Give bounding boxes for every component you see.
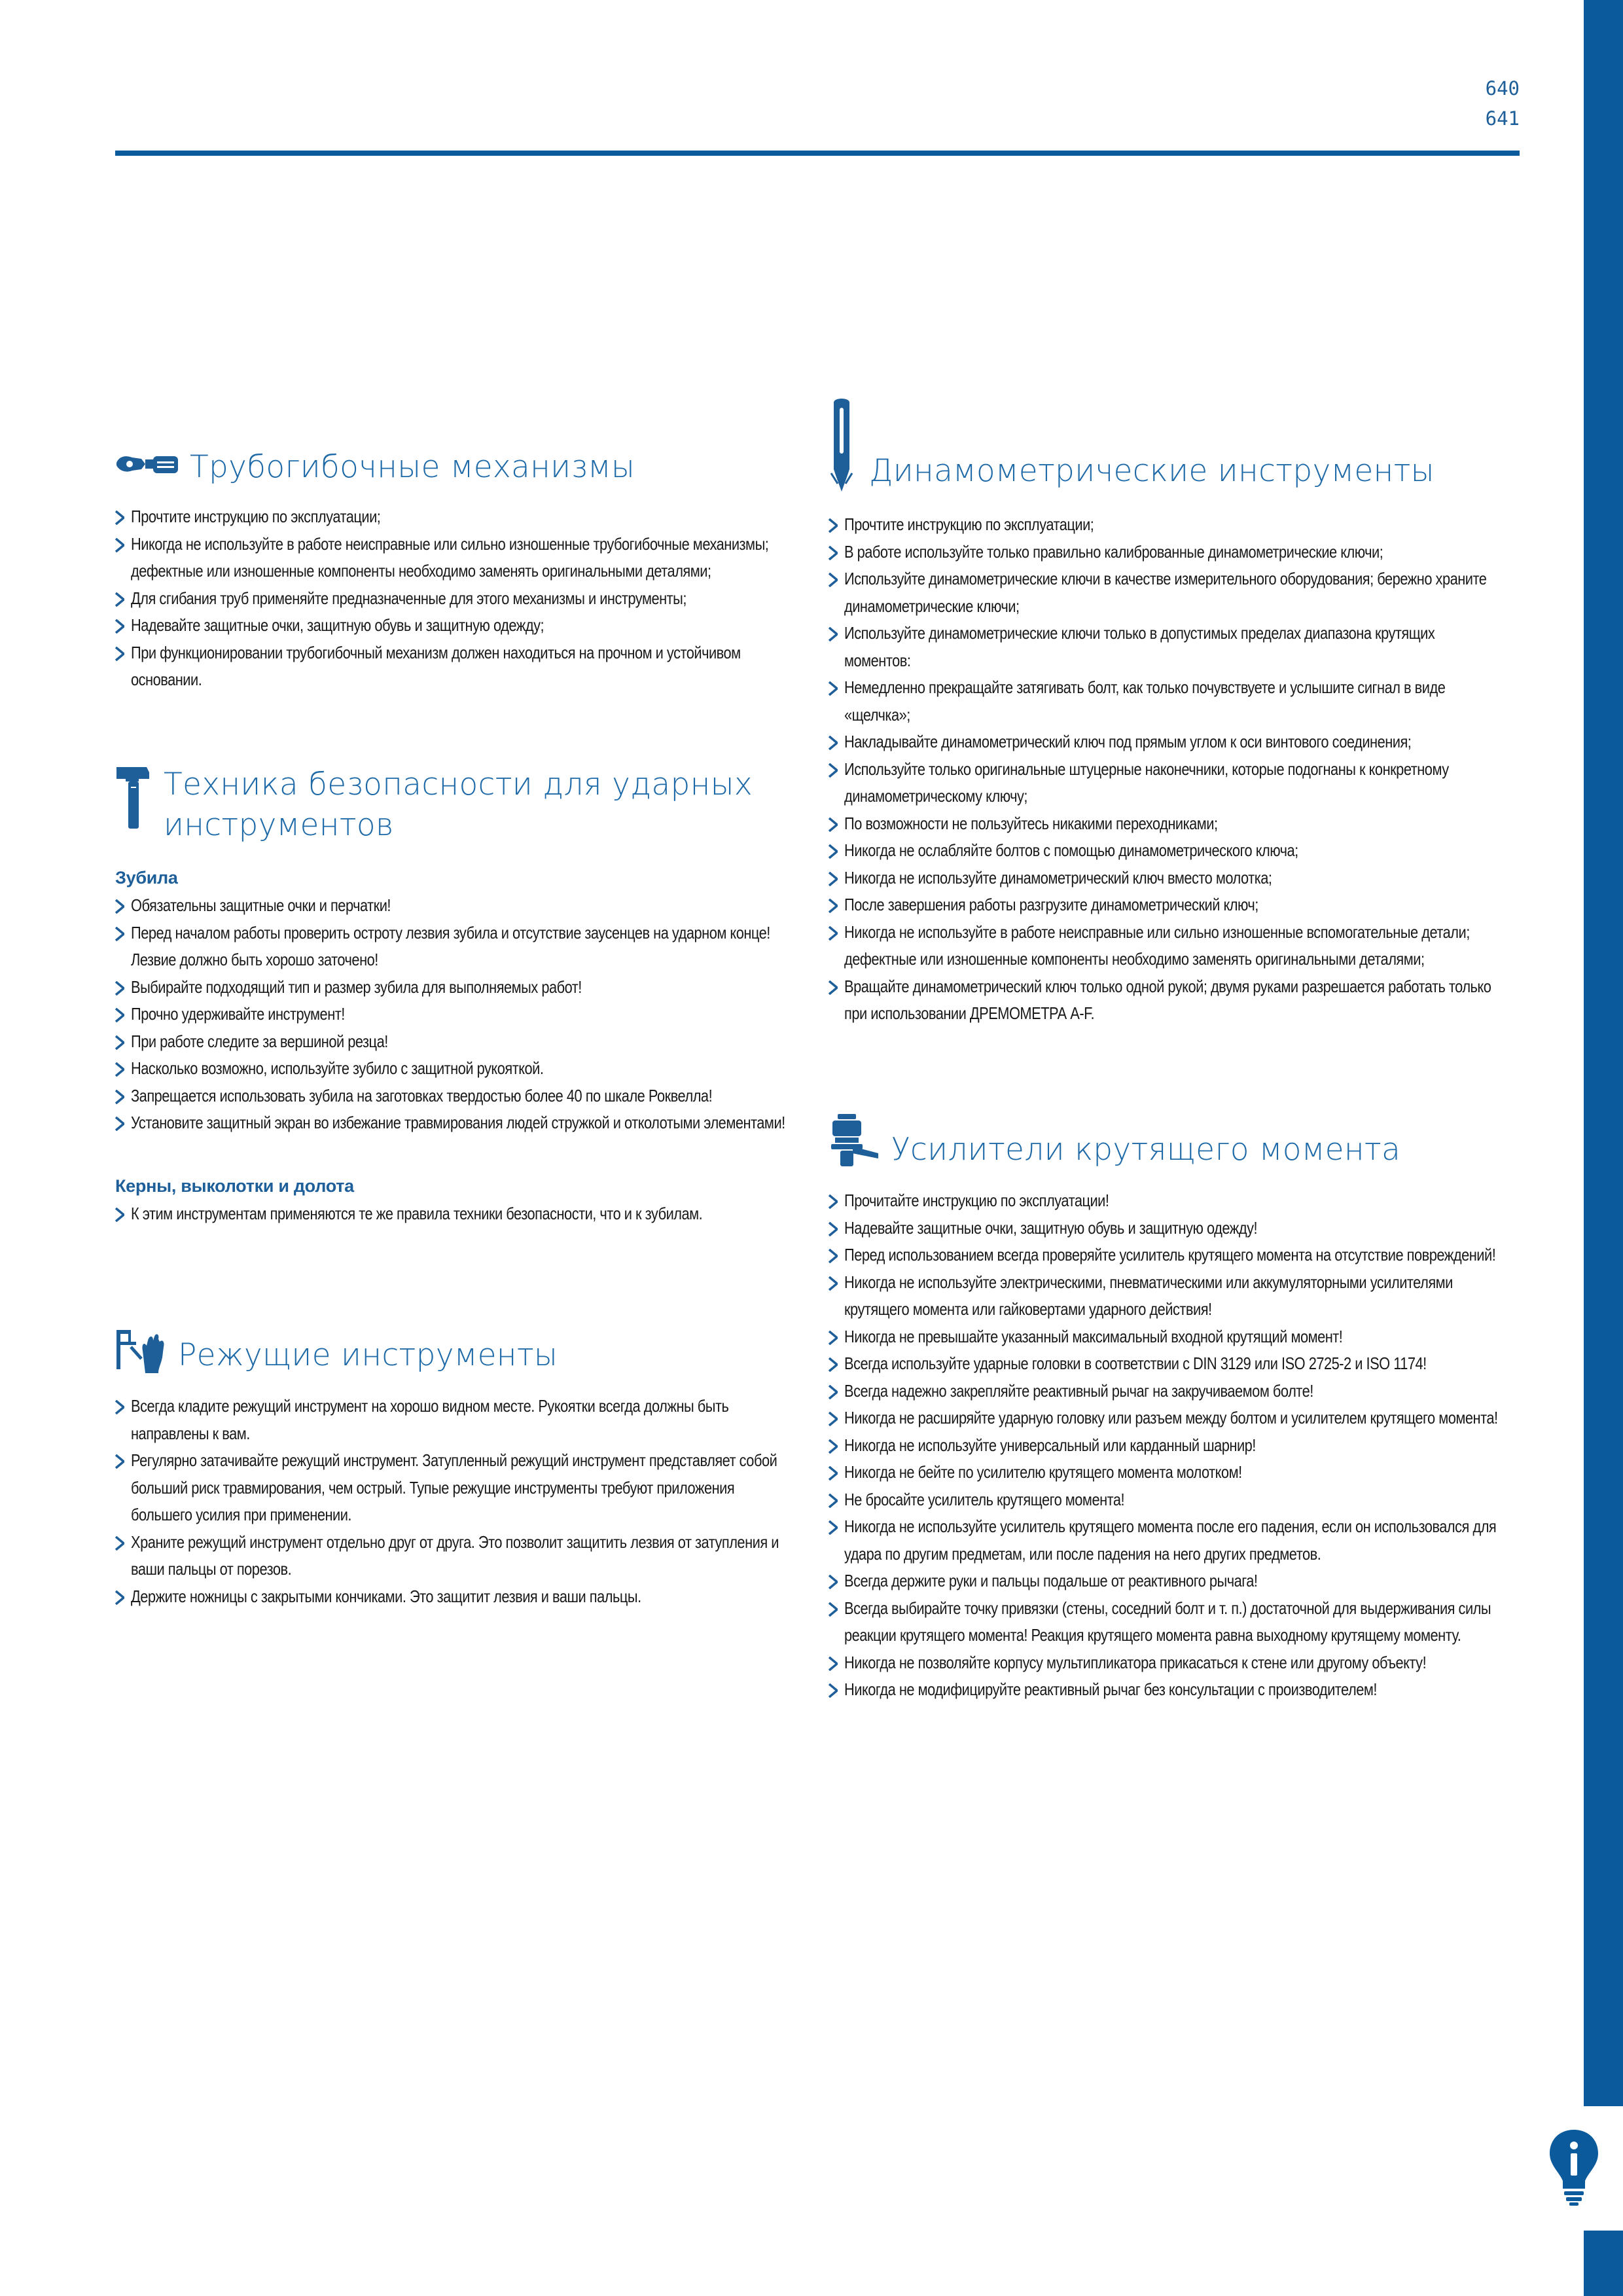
chevron-right-icon <box>115 538 124 552</box>
chevron-right-icon <box>115 592 124 607</box>
list-item: Никогда не используйте в работе неисправные или сильно изношенные трубогибочные механизмы; дефектные или изношенные компоненты необходимо заменять оригинальными деталями; <box>115 531 789 585</box>
list-item: К этим инструментам применяются те же правила техники безопасности, что и к зубилам. <box>115 1200 789 1228</box>
section-title: Трубогибочные механизмы <box>190 449 635 485</box>
list-item: Никогда не ослабляйте болтов с помощью динамометрического ключа; <box>829 837 1503 865</box>
bullet-list <box>829 1187 1503 1704</box>
list-item: При функционировании трубогибочный механизм должен находиться на прочном и устойчивом основании. <box>115 639 789 694</box>
chevron-right-icon <box>115 647 124 661</box>
chevron-right-icon <box>829 573 838 587</box>
chevron-right-icon <box>829 627 838 641</box>
chevron-right-icon <box>829 899 838 913</box>
list-item: Никогда не используйте универсальный или карданный шарнир! <box>829 1432 1503 1460</box>
list-item: Регулярно затачивайте режущий инструмент. Затупленный режущий инструмент представляет собой больший риск травмирования, чем острый. Тупые режущие инструменты требуют приложения большего усилия при применении. <box>115 1447 789 1529</box>
torque-multiplier-icon <box>829 1113 881 1168</box>
page-number-right: 641 <box>1485 107 1520 130</box>
chevron-right-icon <box>829 1331 838 1345</box>
chevron-right-icon <box>115 511 124 525</box>
chevron-right-icon <box>829 1466 838 1480</box>
list-item: Никогда не используйте динамометрический ключ вместо молотка; <box>829 865 1503 892</box>
left-column <box>115 0 789 2296</box>
chevron-right-icon <box>829 817 838 832</box>
list-item: Перед началом работы проверить остроту лезвия зубила и отсутствие заусенцев на ударном конце! Лезвие должно быть хорошо заточено! <box>115 920 789 974</box>
section-header <box>115 1327 789 1376</box>
list-item: После завершения работы разгрузите динамометрический ключ; <box>829 891 1503 919</box>
list-item: Надевайте защитные очки, защитную обувь и защитную одежду; <box>115 612 789 639</box>
chevron-right-icon <box>115 1590 124 1605</box>
section-pipe-benders <box>115 447 789 694</box>
hammer-icon <box>115 764 151 830</box>
chevron-right-icon <box>829 736 838 750</box>
section-header <box>115 447 789 488</box>
chevron-right-icon <box>115 1208 124 1222</box>
bullet-list <box>115 1200 789 1228</box>
list-item: Никогда не используйте в работе неисправные или сильно изношенные вспомогательные детали; дефектные или изношенные компоненты необходимо заменять оригинальными деталями; <box>829 919 1503 973</box>
bullet-list <box>115 892 789 1137</box>
chevron-right-icon <box>115 1008 124 1022</box>
list-item: При работе следите за вершиной резца! <box>115 1028 789 1056</box>
chevron-right-icon <box>829 1249 838 1263</box>
list-item: Запрещается использовать зубила на заготовках твердостью более 40 по шкале Роквелла! <box>115 1083 789 1110</box>
list-item: Всегда держите руки и пальцы подальше от реактивного рычага! <box>829 1568 1503 1595</box>
section-title: Режущие инструменты <box>178 1337 558 1373</box>
list-item: Накладывайте динамометрический ключ под прямым углом к оси винтового соединения; <box>829 728 1503 756</box>
chevron-right-icon <box>115 1090 124 1104</box>
section-title-block <box>164 764 753 846</box>
sidebar-bar <box>1584 0 1623 2296</box>
section-impact-tools <box>115 764 789 1227</box>
list-item: Установите защитный экран во избежание травмирования людей стружкой и отколотыми элементами! <box>115 1109 789 1137</box>
list-item: В работе используйте только правильно калиброванные динамометрические ключи; <box>829 539 1503 566</box>
chevron-right-icon <box>829 763 838 778</box>
list-item: Всегда кладите режущий инструмент на хорошо видном месте. Рукоятки всегда должны быть направлены к вам. <box>115 1393 789 1447</box>
list-item: Храните режущий инструмент отдельно друг от друга. Это позволит защитить лезвия от затупления и ваши пальцы от порезов. <box>115 1529 789 1583</box>
list-item: Никогда не используйте электрическими, пневматическими или аккумуляторными усилителями крутящего момента или гайковертами ударного действия! <box>829 1269 1503 1323</box>
chevron-right-icon <box>115 927 124 941</box>
section-torque-tools <box>829 396 1503 1028</box>
list-item: Не бросайте усилитель крутящего момента! <box>829 1486 1503 1514</box>
chevron-right-icon <box>829 844 838 859</box>
list-item: Для сгибания труб применяйте предназначенные для этого механизмы и инструменты; <box>115 585 789 613</box>
chevron-right-icon <box>829 1357 838 1372</box>
chevron-right-icon <box>115 1536 124 1551</box>
list-item: Никогда не позволяйте корпусу мультипликатора прикасаться к стене или другому объекту! <box>829 1649 1503 1677</box>
chevron-right-icon <box>829 1439 838 1454</box>
chevron-right-icon <box>115 1454 124 1469</box>
list-item: Держите ножницы с закрытыми кончиками. Это защитит лезвия и ваши пальцы. <box>115 1583 789 1611</box>
bullet-list <box>115 503 789 694</box>
list-item: Насколько возможно, используйте зубило с защитной рукояткой. <box>115 1055 789 1083</box>
chevron-right-icon <box>829 1194 838 1209</box>
bullet-list <box>829 511 1503 1028</box>
chevron-right-icon <box>829 872 838 886</box>
list-item: Всегда используйте ударные головки в соответствии с DIN 3129 или ISO 2725-2 и ISO 1174! <box>829 1350 1503 1378</box>
list-item: Никогда не расширяйте ударную головку или разъем между болтом и усилителем крутящего момента! <box>829 1405 1503 1432</box>
list-item: Выбирайте подходящий тип и размер зубила для выполняемых работ! <box>115 974 789 1001</box>
chevron-right-icon <box>115 899 124 914</box>
list-item: Обязательны защитные очки и перчатки! <box>115 892 789 920</box>
chevron-right-icon <box>829 1683 838 1698</box>
cutting-tools-icon <box>115 1327 168 1374</box>
torque-wrench-icon <box>829 396 855 493</box>
pipe-bender-icon <box>115 450 179 482</box>
section-header <box>115 764 789 846</box>
chevron-right-icon <box>829 1412 838 1426</box>
list-item: Прочитайте инструкцию по эксплуатации! <box>829 1187 1503 1215</box>
section-title: Динамометрические инструменты <box>869 453 1435 489</box>
chevron-right-icon <box>829 980 838 995</box>
chevron-right-icon <box>829 1602 838 1617</box>
chevron-right-icon <box>115 619 124 634</box>
list-item: Никогда не бейте по усилителю крутящего момента молотком! <box>829 1459 1503 1486</box>
list-item: Надевайте защитные очки, защитную обувь и защитную одежду! <box>829 1215 1503 1242</box>
list-item: Прочно удерживайте инструмент! <box>115 1001 789 1028</box>
chevron-right-icon <box>115 1035 124 1050</box>
chevron-right-icon <box>829 1385 838 1399</box>
bullet-list <box>115 1393 789 1610</box>
chevron-right-icon <box>829 1520 838 1535</box>
list-item: По возможности не пользуйтесь никакими переходниками; <box>829 810 1503 838</box>
right-column <box>829 0 1503 2296</box>
chevron-right-icon <box>115 1400 124 1414</box>
section-cutting-tools <box>115 1327 789 1610</box>
list-item: Никогда не используйте усилитель крутящего момента после его падения, если он использовался для удара по другим предметам, или после падения на него других предметов. <box>829 1513 1503 1568</box>
chevron-right-icon <box>115 1117 124 1131</box>
list-item: Всегда выбирайте точку привязки (стены, соседний болт и т. п.) достаточной для выдерживания силы реакции крутящего момента! Реакция крутящего момента равна выходному крутящему моменту. <box>829 1595 1503 1649</box>
list-item: Всегда надежно закрепляйте реактивный рычаг на закручиваемом болте! <box>829 1378 1503 1405</box>
section-header <box>829 396 1503 493</box>
list-item: Никогда не превышайте указанный максимальный входной крутящий момент! <box>829 1323 1503 1351</box>
list-item: Используйте только оригинальные штуцерные наконечники, которые подогнаны к конкретному динамометрическому ключу; <box>829 756 1503 810</box>
section-header <box>829 1113 1503 1170</box>
list-item: Используйте динамометрические ключи только в допустимых пределах диапазона крутящих моментов: <box>829 620 1503 674</box>
section-title-line1: Техника безопасности для ударных <box>164 766 753 802</box>
chevron-right-icon <box>829 1222 838 1236</box>
chevron-right-icon <box>829 518 838 533</box>
list-item: Перед использованием всегда проверяйте усилитель крутящего момента на отсутствие повреждений! <box>829 1242 1503 1269</box>
chevron-right-icon <box>829 926 838 941</box>
info-bulb-icon[interactable] <box>1544 2126 1603 2208</box>
list-item: Немедленно прекращайте затягивать болт, как только почувствуете и услышите сигнал в виде «щелчка»; <box>829 674 1503 728</box>
subsection-title-chisels: Зубила <box>115 868 178 888</box>
list-item: Прочтите инструкцию по эксплуатации; <box>829 511 1503 539</box>
chevron-right-icon <box>829 1657 838 1671</box>
list-item: Вращайте динамометрический ключ только одной рукой; двумя руками разрешается работать только при использовании ДРЕМОМЕТРА A-F. <box>829 973 1503 1028</box>
section-title-line2: инструментов <box>164 807 394 843</box>
list-item: Никогда не модифицируйте реактивный рычаг без консультации с производителем! <box>829 1676 1503 1704</box>
subsection-title-punches: Керны, выколотки и долота <box>115 1175 354 1196</box>
section-torque-multipliers <box>829 1113 1503 1704</box>
page-number-left: 640 <box>1485 77 1520 99</box>
list-item: Прочтите инструкцию по эксплуатации; <box>115 503 789 531</box>
chevron-right-icon <box>115 981 124 996</box>
chevron-right-icon <box>829 1276 838 1291</box>
chevron-right-icon <box>829 681 838 696</box>
chevron-right-icon <box>115 1062 124 1077</box>
chevron-right-icon <box>829 546 838 560</box>
chevron-right-icon <box>829 1494 838 1508</box>
section-title: Усилители крутящего момента <box>891 1132 1401 1168</box>
list-item: Используйте динамометрические ключи в качестве измерительного оборудования; бережно храните динамометрические ключи; <box>829 565 1503 620</box>
chevron-right-icon <box>829 1575 838 1589</box>
